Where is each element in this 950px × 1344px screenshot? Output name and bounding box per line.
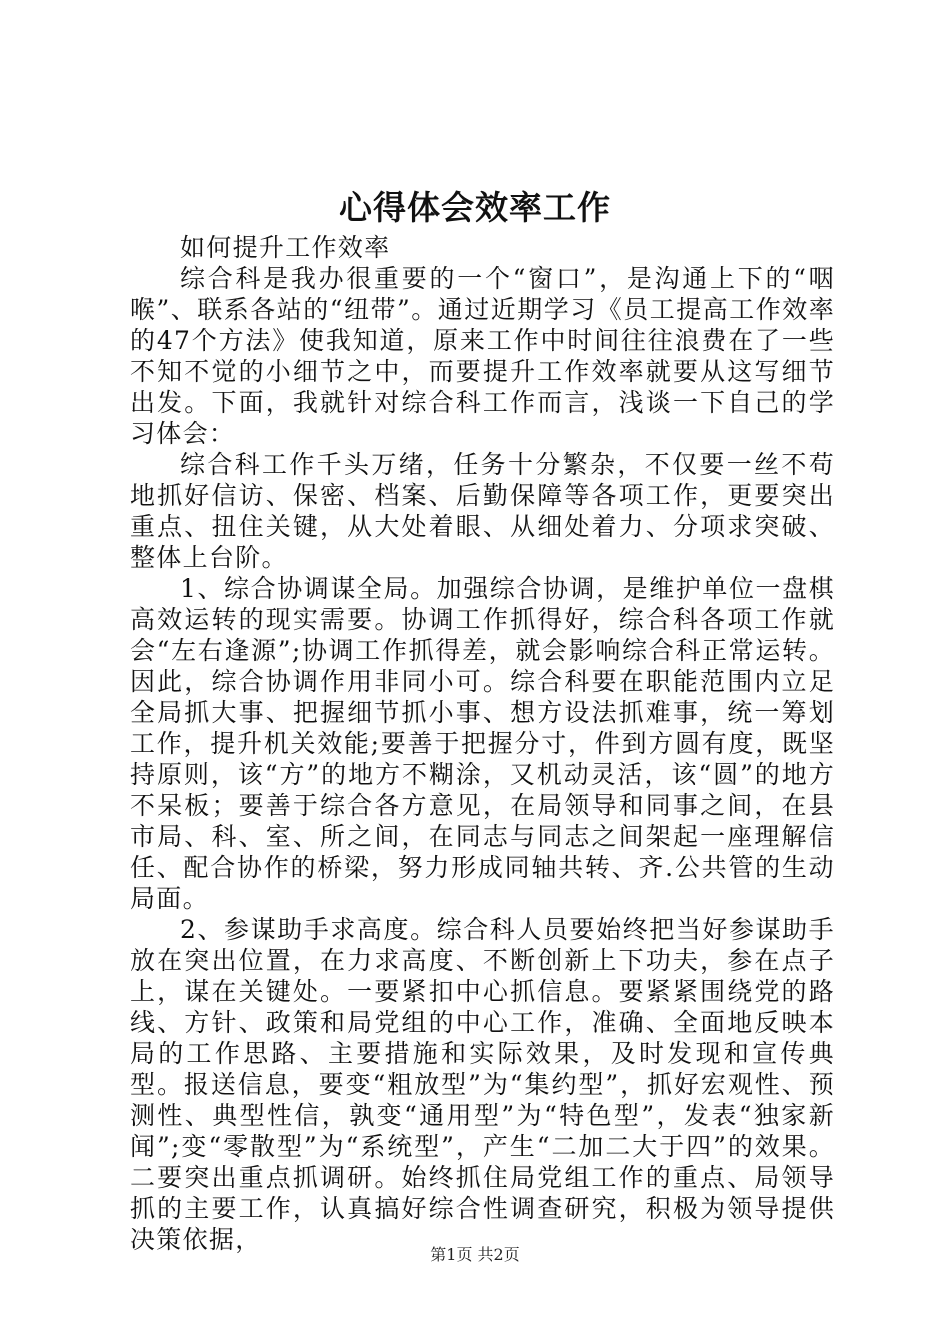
paragraph-intro: 综合科是我办很重要的一个“窗口”，是沟通上下的“咽喉”、联系各站的“纽带”。通过近期学习《员工提高工作效率的47个方法》使我知道，原来工作中时间往往浪费在了一些不知不觉的小细节之中，而要提升工作效率就要从这写细节出发。下面，我就针对综合科工作而言，浅谈一下自己的学习体会： <box>130 264 835 448</box>
document-title: 心得体会效率工作 <box>339 188 611 227</box>
paragraph-subtitle: 如何提升工作效率 <box>180 233 391 262</box>
paragraph-point-2: 2、参谋助手求高度。综合科人员要始终把当好参谋助手放在突出位置，在力求高度、不断创新上下功夫，参在点子上，谋在关键处。一要紧扣中心抓信息。要紧紧围绕党的路线、方针、政策和局党组的中心工作，准确、全面地反映本局的工作思路、主要措施和实际效果，及时发现和宣传典型。报送信息，要变“粗放型”为“集约型”，抓好宏观性、预测性、典型性信，孰变“通用型”为“特色型”，发表“独家新闻”;变“零散型”为“系统型”，产生“二加二大于四”的效果。二要突出重点抓调研。始终抓住局党组工作的重点、局领导抓的主要工作，认真搞好综合性调查研究，积极为领导提供决策依据， <box>130 915 835 1254</box>
paragraph-point-1: 1、综合协调谋全局。加强综合协调，是维护单位一盘棋高效运转的现实需要。协调工作抓得好，综合科各项工作就会“左右逢源”;协调工作抓得差，就会影响综合科正常运转。因此，综合协调作用非同小可。综合科要在职能范围内立足全局抓大事、把握细节抓小事、想方设法抓难事，统一筹划工作，提升机关效能;要善于把握分寸，件到方圆有度，既坚持原则，该“方”的地方不糊涂，又机动灵活，该“圆”的地方不呆板；要善于综合各方意见，在局领导和同事之间，在县市局、科、室、所之间，在同志与同志之间架起一座理解信任、配合协作的桥梁，努力形成同轴共转、齐.公共管的生动局面。 <box>130 574 835 913</box>
document-body <box>130 232 835 1255</box>
page-number-footer: 第1页 共2页 <box>430 1245 520 1264</box>
paragraph-overview: 综合科工作千头万绪，任务十分繁杂，不仅要一丝不苟地抓好信访、保密、档案、后勤保障等各项工作，更要突出重点、扭住关键，从大处着眼、从细处着力、分项求突破、整体上台阶。 <box>130 450 835 572</box>
